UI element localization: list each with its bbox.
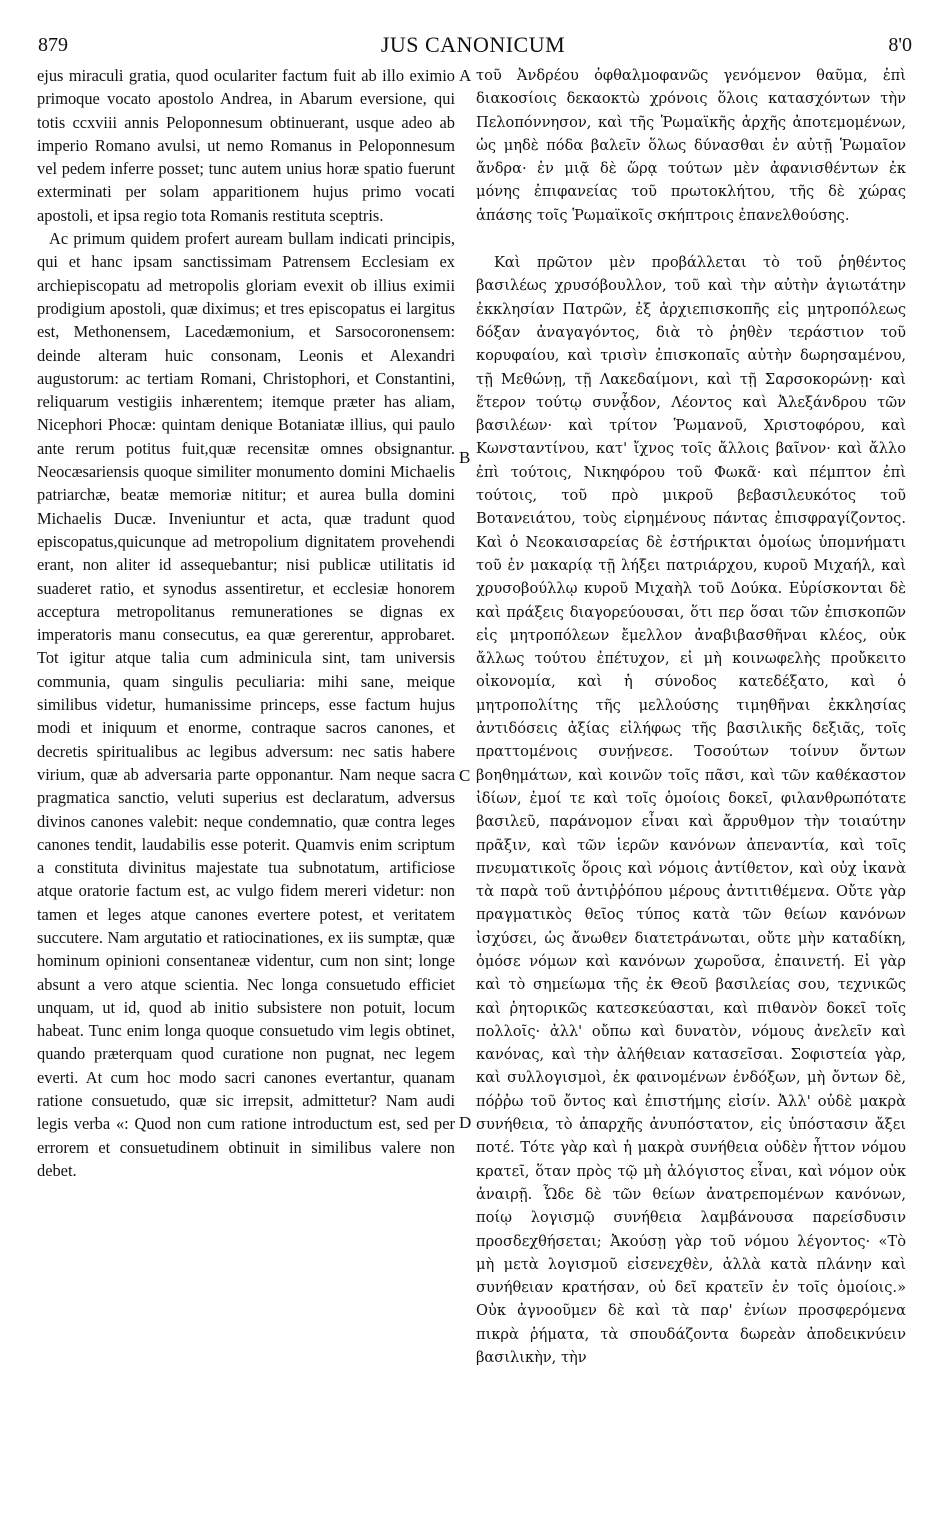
latin-paragraph-2: Ac primum quidem profert auream bullam indicati principis, qui et hanc ipsam sanctissimam Patrensem Ecclesiam ex archiepiscopatu ad metropolis gloriam evexit ob illius eximii prodigium apostoli, quæ diximus; et tres episcopatus ei largitus est, Methonensem, Lacedæmonium, et Sarsocoronensem: deinde alteram huic consonam, Leonis et Alexandri augustorum: ac tertiam Romani, Christophori, et Constantini, reliquarum vestigiis inhærentem; itemque præter has aliam, Nicephori Phocæ: quintam denique Botaniatæ illius, qui paulo ante rerum potitus fuit,quæ recensitæ omnes obsignantur. Neocæsariensis quoque similiter monumento domini Michaelis patriarchæ, beatæ memoriæ nititur; et aurea bulla domini Michaelis Ducæ. Inveniuntur et acta, quæ tradunt quod episcopatus,quicunque ad metropolium dignitatem provehendi erant, non aliter id assequebantur; nisi publicæ utilitatis id suaderet ratio, et synodus assentiretur, et ecclesiæ honorem acceptura metropolitanus remunerationes se dignas ex imperatoris manu consecutus, ea quæ gererentur, approbaret. Tot igitur atque talia cum adminicula sint, tam universis communia, quam singulis peculiaria: mihi sane, meique similibus videtur, humanissime princeps, esse factum hujus modi et iniquum et enorme, contraque sacros canones, et decretis spiritualibus ac legibus adversum: nec satis habere virium, quæ ab adversaria parte opponantur. Nam neque sacra pragmatica sanctio, veluti superius est declaratum, adversus divinos canones valebit: neque condemnatio, quæ contra leges canones tendit, laudabilis esse poterit. Quamvis enim scriptum a constituta divinitus majestate tua subnotatum, artificiose atque oratorie factum est, ac vulgo fidem mereri videtur: non tamen et leges atque canones evertere potest, et veritatem succutere. Nam argutatio et ratiocinationes, ex iis sumptæ, quæ hominum opinioni consentaneæ videntur, cum non sint; longe absunt a vero atque scientia. Nec longa consuetudo efficiet unquam, ut id, quod ab initio subsistere non potuit, locum habeat. Tunc enim longa quoque consuetudo vim legis obtinet, quando præterquam quod curatione non pugnat, nec legem everti. At cum hoc modo sacri canones evertantur, quanam ratione consuetudo, quæ sic irrepsit, admittetur? Nam audi legis verba «: Quod non cum ratione introductum est, sed per errorem et consuetudinem obtinuit in similibus valere non debet. [37,229,455,1180]
latin-paragraph-1: ejus miraculi gratia, quod oculariter factum fuit ab illo eximio primoque vocato apostolo Andrea, in Abarum eversione, qui totis ccxviii annis Peloponnesum obtinuerant, usque adeo ab imperio Romano avulsi, ut nemo Romanus in Peloponnesum vel pedem inferre posset; tunc autem unius horæ spatio fuerunt exterminati per solam apparitionem hujus primo vocati apostoli, et ipsa regio tota Romanis restituta sceptris. [37,66,455,225]
page-number-right: 8'0 [888,34,912,56]
latin-column [37,64,455,1182]
greek-paragraph-1: τοῦ Ἀνδρέου ὀφθαλμοφανῶς γενόμενον θαῦμα, ἐπὶ διακοσίοις δεκαοκτὼ χρόνοις ὅλοις κατασχόντων τὴν Πελοπόννησον, καὶ τῆς Ῥωμαϊκῆς ἀρχῆς ἀποτεμομένων, ὡς μηδὲ πόδα βαλεῖν ὅλως δύνασθαι ἐν αὐτῇ Ῥωμαῖον ἄνδρα· ἐν μιᾷ δὲ ὥρᾳ τούτων μὲν ἀφανισθέντων ἐκ μόνης ἐπιφανείας τοῦ πρωτοκλήτου, τῆς δὲ χώρας ἁπάσης τοῖς Ῥωμαϊκοῖς σκήπτροις ἐπανελθούσης. [476,67,906,224]
page-title: JUS CANONICUM [380,32,566,57]
section-marker-b: B [459,448,471,467]
section-marker-d: D [459,1113,472,1132]
section-marker-a: A [459,66,472,85]
greek-column [476,64,906,1369]
section-marker-c: C [459,766,471,785]
page-number-left: 879 [38,34,68,56]
greek-paragraph-2: Καὶ πρῶτον μὲν προβάλλεται τὸ τοῦ ῥηθέντος βασιλέως χρυσόβουλλον, τοῦ καὶ τὴν αὐτὴν ἁγιωτάτην ἐκκλησίαν Πατρῶν, ἐξ ἀρχιεπισκοπῆς εἰς μητροπόλεως δόξαν ἀναγαγόντος, διὰ τὸ ῥηθὲν τεράστιον τοῦ κορυφαίου, καὶ τρισὶν ἐπισκοπαῖς αὐτὴν δωρησαμένου, τῇ Μεθώνῃ, τῇ Λακεδαίμονι, καὶ τῇ Σαρσοκορώνῃ· καὶ ἕτερον τούτῳ συνᾆδον, Λέοντος καὶ Ἀλεξάνδρου τῶν βασιλέων· καὶ τρίτον Ῥωμανοῦ, Χριστοφόρου, καὶ Κωνσταντίνου, κατ' ἴχνος τοῖς ἄλλοις βαῖνον· καὶ ἄλλο ἐπὶ τούτοις, Νικηφόρου τοῦ Φωκᾶ· καὶ πέμπτον ἐπὶ τούτοις, τοῦ πρὸ μικροῦ βεβασιλευκότος τοῦ Βοτανειάτου, τοὺς εἰρημένους πάντας ἐπισφραγίζοντος. Καὶ ὁ Νεοκαισαρείας δὲ ἐστήρικται ὁμοίως ὑπομνήματι τοῦ ἐν μακαρίᾳ τῇ λήξει πατριάρχου, κυροῦ Μιχαήλ, καὶ χρυσοβούλλῳ κυροῦ Μιχαὴλ τοῦ Δούκα. Εὑρίσκονται δὲ καὶ πράξεις διαγορεύουσαι, ὅτι περ ὅσαι τῶν ἐπισκοπῶν εἰς μητροπόλεων ἔμελλον ἀναβιβασθῆναι κλέος, οὐκ ἄλλως τούτου ἐπέτυχον, εἰ μὴ κοινωφελὴς προὔκειτο οἰκονομία, καὶ ἡ σύνοδος κατεδέξατο, καὶ ὁ μητροπολίτης τῆς μελλούσης τιμηθῆναι ἐκκλησίας ἀντιδόσεις ἀξίας εἰλήφως τῆς βασιλικῆς δεξιᾶς, τοῖς πραττομένοις συνῄνεσε. Τοσούτων τοίνυν ὄντων βοηθημάτων, καὶ κοινῶν τοῖς πᾶσι, καὶ τῶν καθέκαστον ἰδίων, ἐμοί τε καὶ τοῖς ὁμοίοις δοκεῖ, φιλανθρωπότατε βασιλεῦ, παράνομον εἶναι καὶ ἄρρυθμον τὴν τοιαύτην πρᾶξιν, καὶ τῶν ἱερῶν κανόνων ἀπεναντία, καὶ τοῖς πνευματικοῖς ὅροις καὶ νόμοις ἀντίθετον, καὶ οὐχ ἱκανὰ τὰ παρὰ τοῦ ἀντιῤῥόπου μέρους ἀντιτιθέμενα. Οὔτε γὰρ πραγματικὸς θεῖος τύπος κατὰ τῶν θείων κανόνων ἰσχύσει, ὡς ἄνωθεν διατετράνωται, οὔτε μὴν καταδίκη, ὁμόσε νόμων καὶ κανόνων χωροῦσα, ἐπαινετή. Εἰ γὰρ καὶ τὸ σημείωμα τῆς ἐκ Θεοῦ βασιλείας σου, τεχνικῶς καὶ ῥητορικῶς κατεσκεύασται, καὶ πιθανὸν δοκεῖ τοῖς πολλοῖς· ἀλλ' οὔπω καὶ δυνατὸν, νόμους ἀνελεῖν καὶ κανόνας, καὶ τὴν ἀλήθειαν κατασεῖσαι. Σοφιστεία γὰρ, καὶ συλλογισμοὶ, ἐκ φαινομένων ἐνδόξων, μὴ ὄντων δὲ, πόῤῥω τοῦ ὄντος καὶ ἐπιστήμης εἰσίν. Ἀλλ' οὐδὲ μακρὰ συνήθεια, τὸ ἀπαρχῆς ἀνυπόστατον, εἰς ὑπόστασιν ἄξει ποτέ. Τότε γὰρ καὶ ἡ μακρὰ συνήθεια οὐδὲν ἧττον νόμου κρατεῖ, ὅταν πρὸς τῷ μὴ ἀλόγιστος εἶναι, καὶ νόμον οὐκ ἀναιρῇ. Ὧδε δὲ τῶν θείων ἀνατρεπομένων κανόνων, ποίῳ λογισμῷ συνήθεια λαμβάνουσα παρείσδυσιν προσδεχθήσεται; Ἀκούσῃ γὰρ τοῦ νόμου λέγοντος· «Τὸ μὴ μετὰ λογισμοῦ εἰσενεχθὲν, ἀλλὰ κατὰ πλάνην καὶ συνήθειαν κρατήσαν, οὐ δεῖ κρατεῖν ἐν τοῖς ὁμοίοις.» Οὐκ ἀγνοοῦμεν δὲ καὶ τὰ παρ' ἐνίων προσφερόμενα πικρὰ ῥήματα, τὰ σπουδάζοντα δωρεὰν ἀποδεικνύειν βασιλικὴν, τὴν [476,254,906,1367]
running-header [30,32,916,58]
paragraph-gap [476,227,906,251]
